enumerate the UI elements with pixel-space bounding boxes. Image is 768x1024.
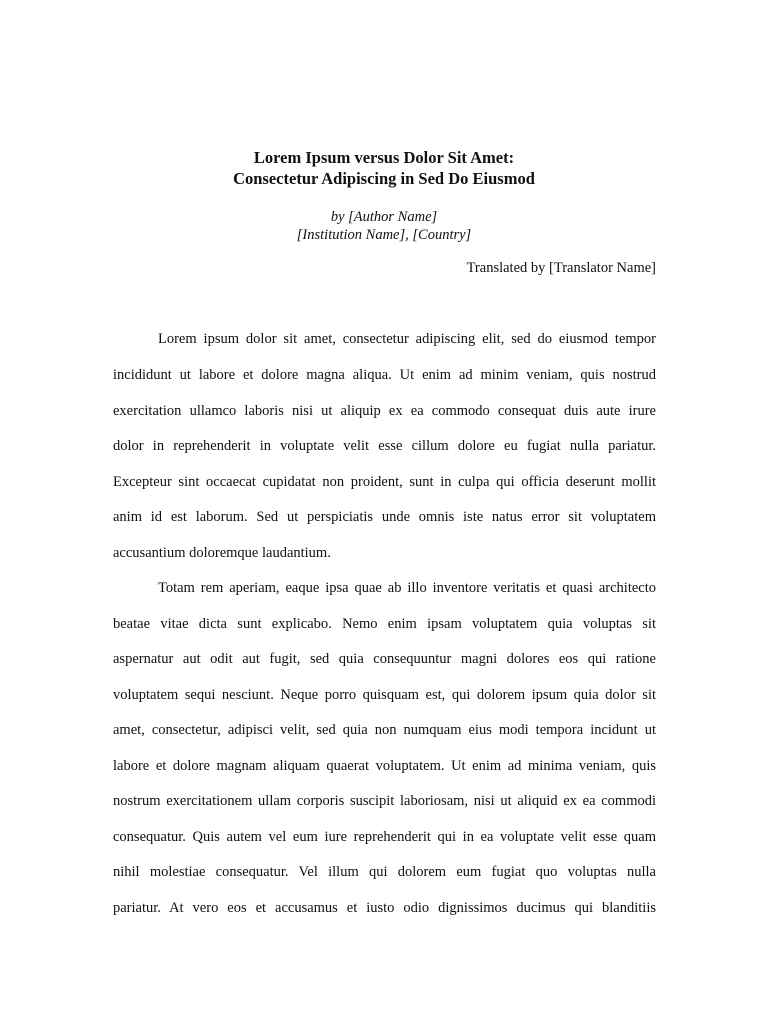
paragraph-line: exercitation ullamco laboris nisi ut aliquip ex ea commodo consequat duis aute irure — [113, 403, 656, 419]
paragraph-line: beatae vitae dicta sunt explicabo. Nemo enim ipsam voluptatem quia voluptas sit — [113, 616, 656, 632]
paragraph-line: voluptatem sequi nesciunt. Neque porro quisquam est, qui dolorem ipsum quia dolor sit — [113, 687, 656, 703]
document-title-line-2: Consectetur Adipiscing in Sed Do Eiusmod — [233, 169, 535, 188]
paragraph-line: nihil molestiae consequatur. Vel illum qui dolorem eum fugiat quo voluptas nulla — [113, 864, 656, 880]
paragraph-line: anim id est laborum. Sed ut perspiciatis unde omnis iste natus error sit voluptatem — [113, 509, 656, 525]
author-byline: by [Author Name] — [330, 209, 438, 225]
translator-credit: Translated by [Translator Name] — [466, 260, 656, 276]
document-title-line-1: Lorem Ipsum versus Dolor Sit Amet: — [253, 148, 515, 167]
paragraph-line: nostrum exercitationem ullam corporis suscipit laboriosam, nisi ut aliquid ex ea commodi — [113, 793, 656, 809]
paragraph-line: Excepteur sint occaecat cupidatat non proident, sunt in culpa qui officia deserunt mollit — [113, 474, 656, 490]
paragraph-line: Lorem ipsum dolor sit amet, consectetur adipiscing elit, sed do eiusmod tempor — [158, 331, 656, 347]
paragraph-line: Totam rem aperiam, eaque ipsa quae ab illo inventore veritatis et quasi architecto — [158, 580, 656, 596]
paragraph-line: incididunt ut labore et dolore magna aliqua. Ut enim ad minim veniam, quis nostrud — [113, 367, 656, 383]
paragraph-line: aspernatur aut odit aut fugit, sed quia consequuntur magni dolores eos qui ratione — [113, 651, 656, 667]
paragraph-line: accusantium doloremque laudantium. — [113, 545, 331, 561]
paragraph-line: amet, consectetur, adipisci velit, sed quia non numquam eius modi tempora incidunt ut — [113, 722, 656, 738]
paragraph-line: pariatur. At vero eos et accusamus et iusto odio dignissimos ducimus qui blanditiis — [113, 900, 656, 916]
paragraph-line: consequatur. Quis autem vel eum iure reprehenderit qui in ea voluptate velit esse quam — [113, 829, 656, 845]
author-affiliation: [Institution Name], [Country] — [296, 227, 472, 243]
paragraph-line: labore et dolore magnam aliquam quaerat voluptatem. Ut enim ad minima veniam, quis — [113, 758, 656, 774]
paragraph-line: dolor in reprehenderit in voluptate velit esse cillum dolore eu fugiat nulla pariatur. — [113, 438, 656, 454]
